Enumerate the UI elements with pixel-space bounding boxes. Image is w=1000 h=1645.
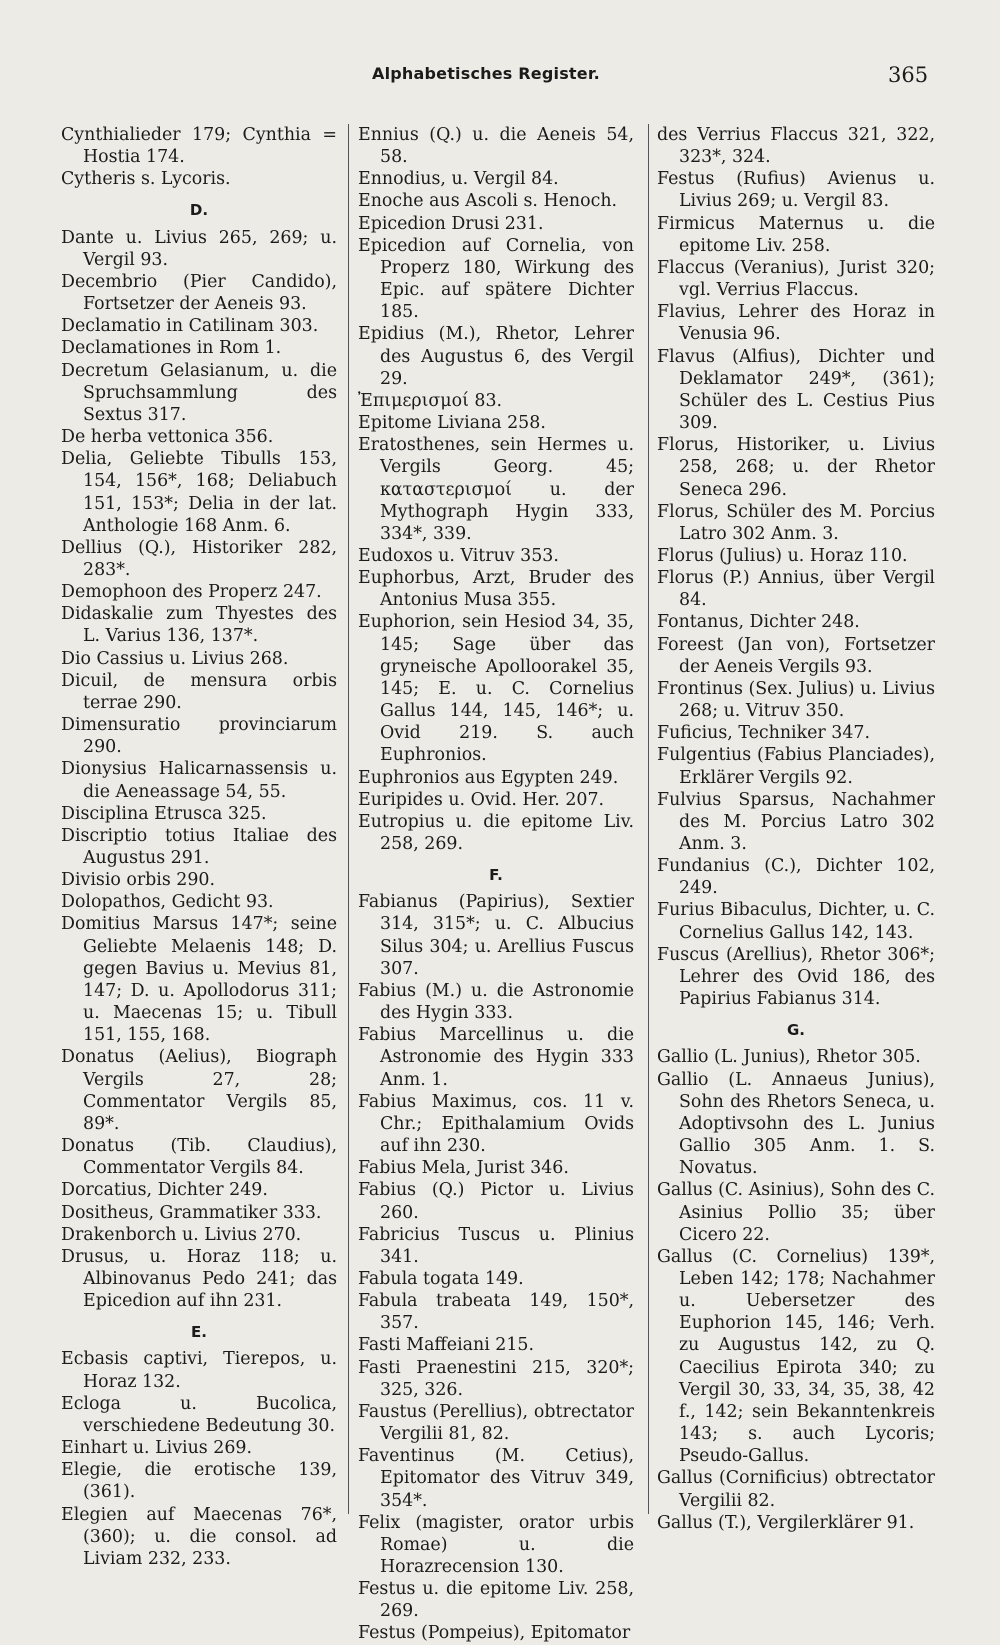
column-divider	[648, 124, 649, 1514]
register-entry: Gallus (C. Cornelius) 139*, Leben 142; 178; Nachahmer u. Uebersetzer des Euphorion 145, 146; Verh. zu Augustus 142, zu Q. Caecilius Epirota 340; zu Vergil 30, 33, 34, 35, 38, 42 f., 142; sein Bekanntenkreis 143; s. auch Lycoris; Pseudo-Gallus.	[657, 1246, 935, 1467]
section-letter-heading: E.	[191, 1323, 207, 1342]
register-entry: Gallus (C. Asinius), Sohn des C. Asinius Pollio 35; über Cicero 22.	[657, 1180, 935, 1245]
register-entry: Fabius (Q.) Pictor u. Livius 260.	[358, 1180, 634, 1223]
register-entry: Eratosthenes, sein Hermes u. Vergils Georg. 45; καταστερισμοί u. der Mythograph Hygin 333, 334*, 339.	[358, 435, 634, 544]
register-entry: Firmicus Maternus u. die epitome Liv. 258.	[657, 213, 935, 256]
register-entry: Decretum Gelasianum, u. die Spruchsammlung des Sextus 317.	[61, 360, 337, 425]
register-entry: Furius Bibaculus, Dichter, u. C. Cornelius Gallus 142, 143.	[657, 900, 935, 943]
register-entry: Faventinus (M. Cetius), Epitomator des Vitruv 349, 354*.	[358, 1446, 634, 1511]
register-entry: Felix (magister, orator urbis Romae) u. die Horazrecension 130.	[358, 1512, 634, 1577]
register-entry: Ecbasis captivi, Tierepos, u. Horaz 132.	[61, 1349, 337, 1392]
register-entry: Florus, Schüler des M. Porcius Latro 302 Anm. 3.	[657, 501, 935, 544]
register-entry: Gallio (L. Annaeus Junius), Sohn des Rhetors Seneca, u. Adoptivsohn des L. Junius Gallio 305 Anm. 1. S. Novatus.	[657, 1069, 935, 1179]
register-entry: Discriptio totius Italiae des Augustus 291.	[61, 825, 337, 868]
register-entry: Declamationes in Rom 1.	[61, 338, 282, 359]
register-entry: Festus (Pompeius), Epitomator	[358, 1623, 631, 1644]
register-entry: Flaccus (Veranius), Jurist 320; vgl. Verrius Flaccus.	[657, 257, 935, 301]
register-entry: Donatus (Aelius), Biograph Vergils 27, 28; Commentator Vergils 85, 89*.	[61, 1047, 337, 1134]
register-entry: Cytheris s. Lycoris.	[61, 169, 231, 190]
register-entry: Florus, Historiker, u. Livius 258, 268; u. der Rhetor Seneca 296.	[657, 435, 935, 500]
register-entry: Ennodius, u. Vergil 84.	[358, 169, 559, 190]
register-entry: Gallus (Cornificius) obtrectator Vergilii 82.	[657, 1468, 935, 1511]
index-column-left	[61, 124, 337, 1570]
register-entry: Drusus, u. Horaz 118; u. Albinovanus Pedo 241; das Epicedion auf ihn 231.	[61, 1246, 337, 1312]
register-entry: Eudoxos u. Vitruv 353.	[358, 545, 559, 566]
register-entry: Dorcatius, Dichter 249.	[61, 1180, 268, 1201]
register-entry: Fabius Marcellinus u. die Astronomie des Hygin 333 Anm. 1.	[358, 1025, 634, 1090]
register-entry: des Verrius Flaccus 321, 322, 323*, 324.	[657, 125, 935, 168]
register-entry: Foreest (Jan von), Fortsetzer der Aeneis Vergils 93.	[657, 634, 935, 677]
register-entry: Dionysius Halicarnassensis u. die Aeneassage 54, 55.	[61, 759, 337, 802]
section-letter-heading: G.	[786, 1021, 805, 1040]
register-entry: Flavus (Alfius), Dichter und Deklamator 249*, (361); Schüler des L. Cestius Pius 309.	[657, 346, 935, 434]
register-entry: Gallus (T.), Vergilerklärer 91.	[657, 1512, 915, 1533]
register-entry: Florus (Julius) u. Horaz 110.	[657, 545, 908, 566]
register-entry: Divisio orbis 290.	[61, 870, 216, 891]
register-entry: Fabius Mela, Jurist 346.	[358, 1158, 569, 1179]
register-entry: Eutropius u. die epitome Liv. 258, 269.	[358, 811, 634, 854]
register-entry: Elegie, die erotische 139, (361).	[61, 1460, 337, 1503]
register-entry: Euphronios aus Egypten 249.	[358, 767, 619, 788]
register-entry: Disciplina Etrusca 325.	[61, 803, 267, 824]
register-entry: Florus (P.) Annius, über Vergil 84.	[657, 568, 935, 611]
register-entry: Donatus (Tib. Claudius), Commentator Vergils 84.	[61, 1136, 337, 1179]
register-entry: Elegien auf Maecenas 76*, (360); u. die consol. ad Liviam 232, 233.	[61, 1504, 337, 1569]
column-divider	[348, 124, 349, 1514]
register-entry: Dellius (Q.), Historiker 282, 283*.	[61, 537, 337, 580]
register-entry: Fabula togata 149.	[358, 1268, 524, 1289]
register-entry: Ecloga u. Bucolica, verschiedene Bedeutung 30.	[61, 1393, 337, 1436]
register-entry: Euphorbus, Arzt, Bruder des Antonius Musa 355.	[358, 568, 634, 611]
section-letter-heading: F.	[489, 866, 503, 885]
register-entry: Faustus (Perellius), obtrectator Vergilii 81, 82.	[358, 1401, 634, 1445]
register-entry: Fabius (M.) u. die Astronomie des Hygin 333.	[358, 980, 634, 1024]
register-entry: Fasti Maffeiani 215.	[358, 1335, 535, 1356]
register-entry: Ἐπιμερισμοί 83.	[358, 390, 503, 411]
register-entry: Domitius Marsus 147*; seine Geliebte Melaenis 148; D. gegen Bavius u. Mevius 81, 147; D. u. Apollodorus 311; u. Maecenas 15; u. Tibull 151, 155, 168.	[61, 914, 337, 1046]
index-column-right	[657, 124, 935, 1534]
register-entry: Epitome Liviana 258.	[358, 413, 546, 434]
register-entry: Fulvius Sparsus, Nachahmer des M. Porcius Latro 302 Anm. 3.	[657, 789, 935, 854]
register-entry: Epicedion auf Cornelia, von Properz 180, Wirkung des Epic. auf spätere Dichter 185.	[358, 235, 634, 323]
register-entry: Dolopathos, Gedicht 93.	[61, 892, 274, 913]
register-entry: Festus (Rufius) Avienus u. Livius 269; u. Vergil 83.	[657, 169, 935, 212]
register-entry: Dio Cassius u. Livius 268.	[61, 648, 289, 669]
register-entry: Ennius (Q.) u. die Aeneis 54, 58.	[358, 125, 634, 168]
register-entry: Decembrio (Pier Candido), Fortsetzer der Aeneis 93.	[61, 271, 337, 315]
section-letter-heading: D.	[189, 201, 209, 220]
register-entry: Epidius (M.), Rhetor, Lehrer des Augustus 6, des Vergil 29.	[358, 324, 634, 389]
register-entry: Delia, Geliebte Tibulls 153, 154, 156*, 168; Deliabuch 151, 153*; Delia in der lat. Anthologie 168 Anm. 6.	[61, 449, 337, 536]
register-entry: Einhart u. Livius 269.	[61, 1438, 252, 1459]
register-entry: Fabius Maximus, cos. 11 v. Chr.; Epithalamium Ovids auf ihn 230.	[358, 1091, 634, 1157]
register-entry: Fundanius (C.), Dichter 102, 249.	[657, 856, 935, 899]
register-entry: Euphorion, sein Hesiod 34, 35, 145; Sage über das gryneische Apolloorakel 35, 145; E. u. C. Cornelius Gallus 144, 145, 146*; u. Ovid 219. S. auch Euphronios.	[358, 612, 634, 766]
register-entry: Demophoon des Properz 247.	[61, 582, 322, 603]
page-header	[0, 64, 1000, 98]
register-entry: Drakenborch u. Livius 270.	[61, 1224, 302, 1245]
register-entry: Euripides u. Ovid. Her. 207.	[358, 789, 605, 810]
register-entry: Declamatio in Catilinam 303.	[61, 316, 319, 337]
register-entry: Festus u. die epitome Liv. 258, 269.	[358, 1579, 634, 1622]
register-entry: Didaskalie zum Thyestes des L. Varius 136, 137*.	[61, 604, 337, 647]
page-number: 365	[888, 63, 929, 87]
register-entry: Fontanus, Dichter 248.	[657, 612, 860, 633]
register-entry: Cynthialieder 179; Cynthia = Hostia 174.	[61, 125, 337, 168]
register-entry: Fulgentius (Fabius Planciades), Erklärer Vergils 92.	[657, 745, 935, 788]
register-entry: Fuscus (Arellius), Rhetor 306*; Lehrer des Ovid 186, des Papirius Fabianus 314.	[657, 944, 935, 1010]
register-entry: Epicedion Drusi 231.	[358, 213, 544, 234]
register-entry: Dimensuratio provinciarum 290.	[61, 715, 337, 758]
register-entry: Fasti Praenestini 215, 320*; 325, 326.	[358, 1357, 634, 1400]
register-entry: Frontinus (Sex. Julius) u. Livius 268; u. Vitruv 350.	[657, 678, 935, 722]
register-entry: Dicuil, de mensura orbis terrae 290.	[61, 670, 337, 713]
register-entry: Fabianus (Papirius), Sextier 314, 315*; u. C. Albucius Silus 304; u. Arellius Fuscus 307.	[358, 892, 634, 979]
register-entry: Enoche aus Ascoli s. Henoch.	[358, 191, 618, 212]
register-entry: Dante u. Livius 265, 269; u. Vergil 93.	[61, 227, 337, 270]
register-entry: De herba vettonica 356.	[61, 427, 274, 448]
running-title: Alphabetisches Register.	[372, 64, 600, 83]
register-entry: Gallio (L. Junius), Rhetor 305.	[657, 1047, 921, 1068]
register-entry: Fabricius Tuscus u. Plinius 341.	[358, 1224, 634, 1267]
register-entry: Fabula trabeata 149, 150*, 357.	[358, 1291, 634, 1334]
register-entry: Fuficius, Techniker 347.	[657, 723, 870, 744]
index-column-middle	[358, 124, 634, 1645]
register-entry: Dositheus, Grammatiker 333.	[61, 1202, 322, 1223]
register-entry: Flavius, Lehrer des Horaz in Venusia 96.	[657, 302, 935, 345]
